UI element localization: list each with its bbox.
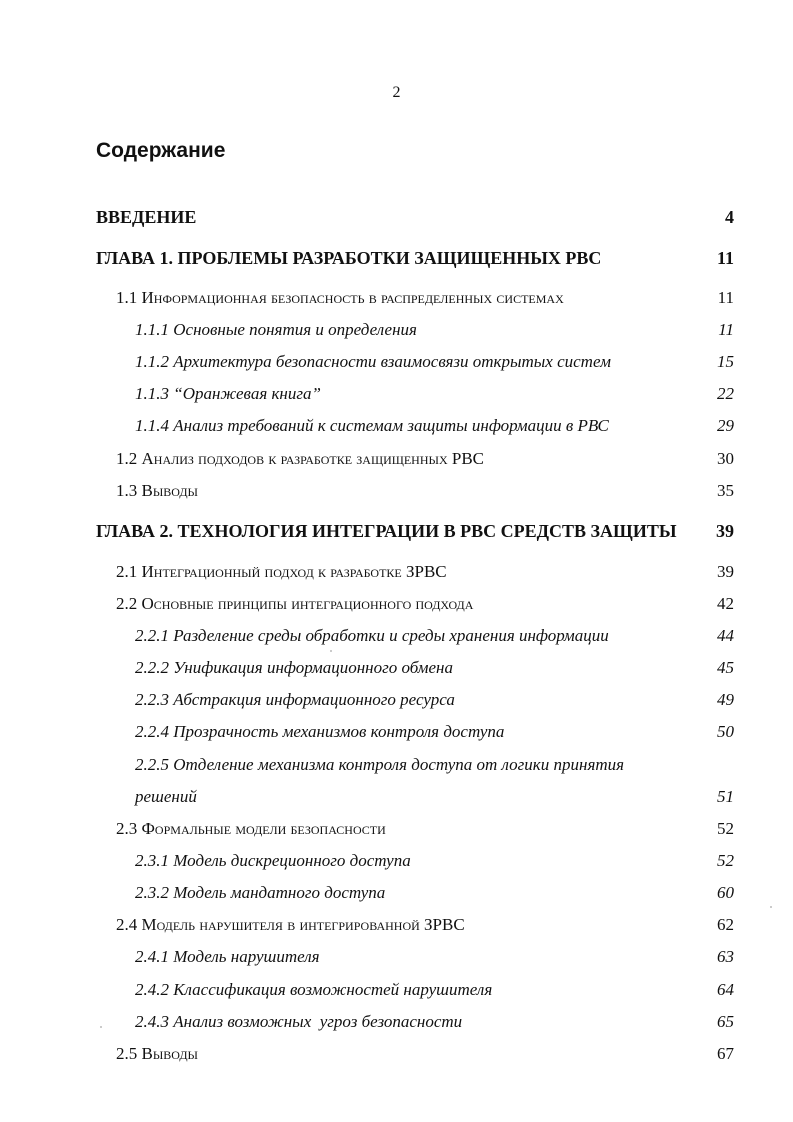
scan-speck	[770, 906, 772, 908]
toc-entry-text: 1.2 Анализ подходов к разработке защищенных РВС	[116, 449, 485, 468]
toc-entry-page: 30	[717, 449, 734, 468]
toc-entry-text: 2.2.3 Абстракция информационного ресурса	[135, 690, 455, 709]
toc-entry-text-continuation: решений	[135, 787, 197, 806]
toc-entry-text: 2.1 Интеграционный подход к разработке ЗРВС	[116, 562, 447, 581]
toc-entry-text: 2.5 Выводы	[116, 1044, 199, 1063]
page-number: 2	[392, 84, 401, 101]
toc-entry-text: 2.2.1 Разделение среды обработки и среды хранения информации	[135, 626, 609, 645]
toc-title: Содержание	[96, 139, 226, 162]
toc-entry-text: 1.3 Выводы	[116, 481, 199, 500]
toc-entry-text: 2.3.2 Модель мандатного доступа	[135, 883, 386, 902]
toc-entry-page: 50	[717, 722, 734, 741]
toc-entry-page: 49	[717, 690, 734, 709]
toc-entry-page: 11	[716, 248, 734, 268]
toc-entry-page: 11	[717, 288, 734, 307]
toc-entry-page: 67	[717, 1044, 734, 1063]
toc-entry-text: 2.2 Основные принципы интеграционного подхода	[116, 594, 474, 613]
scan-speck	[100, 1026, 102, 1028]
toc-entry-page: 39	[717, 562, 734, 581]
toc-entry-text: 1.1.1 Основные понятия и определения	[135, 320, 417, 339]
toc-entry-text: 2.3.1 Модель дискреционного доступа	[135, 851, 411, 870]
toc-entry-text: ГЛАВА 2. ТЕХНОЛОГИЯ ИНТЕГРАЦИИ В РВС СРЕДСТВ ЗАЩИТЫ	[96, 521, 677, 541]
toc-entry-page: 45	[717, 658, 734, 677]
toc-entry-page: 29	[717, 416, 734, 435]
toc-entry-page: 60	[717, 883, 734, 902]
toc-entry-page: 15	[717, 352, 734, 371]
toc-entry-page: 65	[717, 1012, 734, 1031]
toc-entry-text: ГЛАВА 1. ПРОБЛЕМЫ РАЗРАБОТКИ ЗАЩИЩЕННЫХ РВС	[96, 248, 602, 268]
toc-entry[interactable]	[0, 754, 793, 810]
toc-entry-page: 22	[717, 384, 734, 403]
toc-entry-text: 2.4.2 Классификация возможностей нарушителя	[135, 980, 493, 999]
scan-speck	[330, 650, 332, 652]
toc-entry-page: 44	[717, 626, 734, 645]
toc-entry-text: 2.2.5 Отделение механизма контроля доступа от логики принятия	[135, 755, 625, 774]
toc-entry-page: 11	[718, 320, 734, 339]
toc-entry-text: 1.1.4 Анализ требований к системам защиты информации в РВС	[135, 416, 609, 435]
toc-entry-text: 2.2.2 Унификация информационного обмена	[135, 658, 453, 677]
toc-entry-text: 2.2.4 Прозрачность механизмов контроля доступа	[135, 722, 505, 741]
toc-entry-page: 4	[725, 207, 734, 227]
toc-entry-page: 39	[716, 521, 734, 541]
toc-entry-text: 2.4.3 Анализ возможных угроз безопасности	[135, 1012, 463, 1031]
toc-entry-text: 1.1.3 “Оранжевая книга”	[135, 384, 321, 403]
toc-entry-page: 52	[717, 819, 734, 838]
toc-entry-page: 64	[717, 980, 734, 999]
toc-entry-page: 62	[717, 915, 734, 934]
toc-entry-text: 1.1.2 Архитектура безопасности взаимосвязи открытых систем	[135, 352, 611, 371]
toc-entry-page: 52	[717, 851, 734, 870]
toc-entry-page: 35	[717, 481, 734, 500]
toc-entry-text: 2.3 Формальные модели безопасности	[116, 819, 386, 838]
toc-entry-page: 51	[717, 787, 734, 806]
toc-entry-text: ВВЕДЕНИЕ	[96, 207, 197, 227]
toc-entry-text: 2.4 Модель нарушителя в интегрированной ЗРВС	[116, 915, 465, 934]
toc-entry-page: 42	[717, 594, 734, 613]
toc-entry-page: 63	[717, 947, 734, 966]
toc-entry-text: 2.4.1 Модель нарушителя	[135, 947, 320, 966]
toc-entry-text: 1.1 Информационная безопасность в распределенных системах	[116, 288, 564, 307]
